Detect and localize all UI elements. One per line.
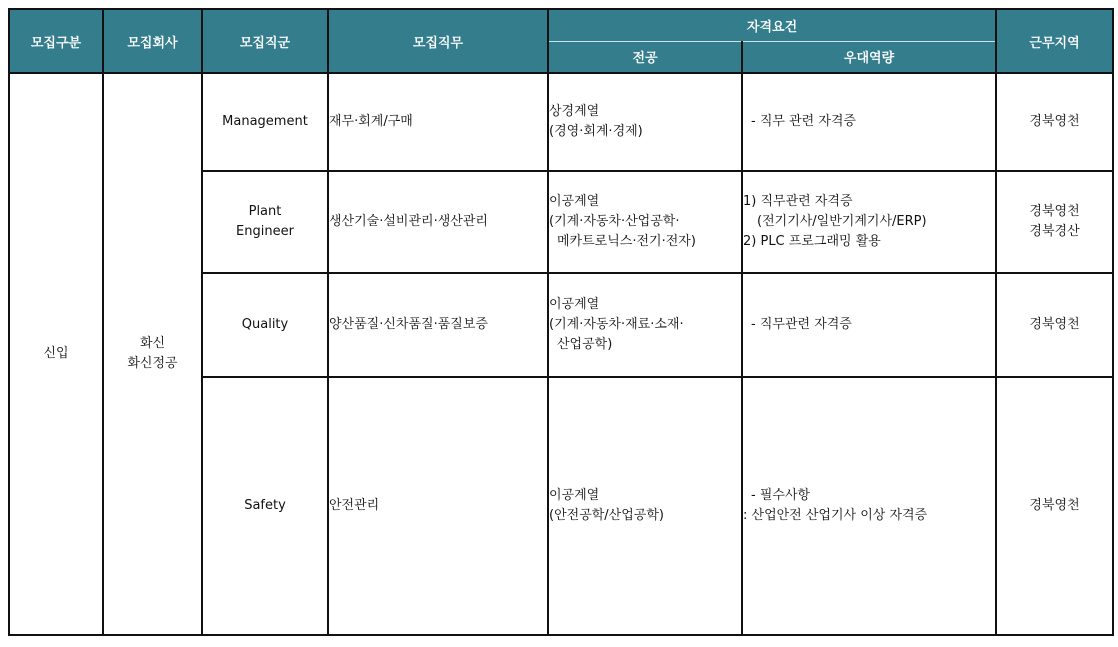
major-line: 산업공학) bbox=[557, 337, 613, 352]
major-line: (기계·자동차·재료·소재· bbox=[549, 317, 684, 332]
location-line: 경북영천 bbox=[1029, 114, 1080, 129]
header-category: 모집구분 bbox=[9, 9, 103, 73]
header-duty: 모집직무 bbox=[328, 9, 548, 73]
header-location: 근무지역 bbox=[996, 9, 1113, 73]
preferred-line: - 직무관련 자격증 bbox=[751, 317, 852, 332]
preferred-cell bbox=[742, 377, 996, 635]
job-group-cell bbox=[202, 377, 328, 635]
location-cell bbox=[996, 171, 1113, 273]
job-group-label: Safety bbox=[244, 498, 286, 513]
major-line: 이공계열 bbox=[549, 194, 600, 209]
table-row bbox=[9, 73, 1113, 171]
job-group-label: Plant bbox=[248, 204, 282, 219]
preferred-line: 1) 직무관련 자격증 bbox=[743, 194, 853, 209]
preferred-line: - 직무 관련 자격증 bbox=[751, 114, 856, 129]
preferred-cell bbox=[742, 73, 996, 171]
header-major: 전공 bbox=[548, 41, 742, 73]
category-cell bbox=[9, 73, 103, 635]
major-cell bbox=[548, 73, 742, 171]
job-group-cell bbox=[202, 273, 328, 377]
preferred-cell bbox=[742, 171, 996, 273]
category-label: 신입 bbox=[43, 346, 69, 361]
job-group-label: Engineer bbox=[236, 224, 294, 239]
company-line: 화신정공 bbox=[127, 356, 178, 371]
header-preferred: 우대역량 bbox=[742, 41, 996, 73]
header-qualification: 자격요건 bbox=[548, 9, 996, 41]
preferred-line: : 산업안전 산업기사 이상 자격증 bbox=[743, 508, 928, 523]
recruitment-table-container bbox=[8, 8, 1114, 636]
location-line: 경북영천 bbox=[1029, 498, 1080, 513]
company-line: 화신 bbox=[139, 336, 166, 351]
preferred-line: (전기기사/일반기계기사/ERP) bbox=[757, 214, 927, 229]
location-line: 경북영천 bbox=[1029, 204, 1080, 219]
job-group-label: Management bbox=[222, 114, 308, 129]
major-cell bbox=[548, 377, 742, 635]
duty-label: 양산품질·신차품질·품질보증 bbox=[329, 317, 488, 332]
preferred-cell bbox=[742, 273, 996, 377]
major-line: (안전공학/산업공학) bbox=[549, 508, 664, 523]
job-group-label: Quality bbox=[241, 317, 289, 332]
recruitment-table bbox=[8, 8, 1114, 636]
location-line: 경북경산 bbox=[1029, 224, 1080, 239]
location-cell bbox=[996, 273, 1113, 377]
duty-cell bbox=[328, 273, 548, 377]
preferred-line: - 필수사항 bbox=[751, 488, 811, 503]
location-line: 경북영천 bbox=[1029, 317, 1080, 332]
major-line: (경영·회계·경제) bbox=[549, 124, 643, 139]
duty-cell bbox=[328, 171, 548, 273]
header-job-group: 모집직군 bbox=[202, 9, 328, 73]
major-line: 이공계열 bbox=[549, 297, 600, 312]
duty-label: 재무·회계/구매 bbox=[329, 114, 413, 129]
duty-label: 생산기술·설비관리·생산관리 bbox=[329, 214, 488, 229]
major-cell bbox=[548, 171, 742, 273]
major-line: 상경계열 bbox=[549, 104, 600, 119]
major-line: (기계·자동차·산업공학· bbox=[549, 214, 680, 229]
location-cell bbox=[996, 377, 1113, 635]
duty-cell bbox=[328, 73, 548, 171]
location-cell bbox=[996, 73, 1113, 171]
duty-label: 안전관리 bbox=[329, 498, 380, 513]
preferred-line: 2) PLC 프로그래밍 활용 bbox=[743, 234, 881, 249]
major-line: 메카트로닉스·전기·전자) bbox=[557, 234, 696, 249]
job-group-cell bbox=[202, 171, 328, 273]
job-group-cell bbox=[202, 73, 328, 171]
duty-cell bbox=[328, 377, 548, 635]
major-line: 이공계열 bbox=[549, 488, 600, 503]
major-cell bbox=[548, 273, 742, 377]
company-cell bbox=[103, 73, 202, 635]
header-company: 모집회사 bbox=[103, 9, 202, 73]
